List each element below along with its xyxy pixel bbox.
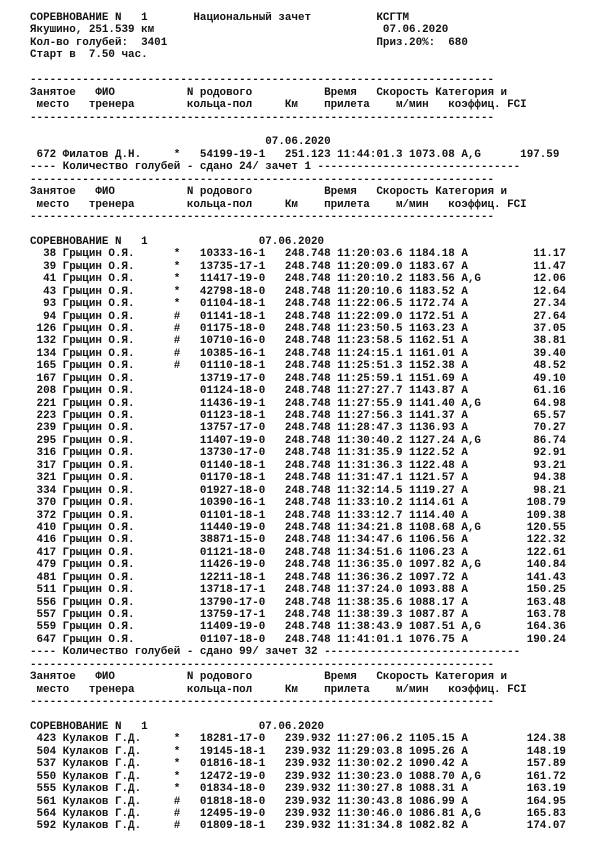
table-row: 165 Грыцин О.Я. # 01110-18-1 248.748 11:25:51.3 1152.38 A 48.52: [30, 360, 566, 373]
table-row: 555 Кулаков Г.Д. * 01834-18-0 239.932 11:30:27.8 1088.31 A 163.19: [30, 783, 566, 796]
header-line-competition: СОРЕВНОВАНИЕ N 1 Национальный зачет КСГТМ: [30, 12, 410, 24]
table-row: 537 Кулаков Г.Д. * 01816-18-1 239.932 11:30:02.2 1090.42 A 157.89: [30, 758, 566, 771]
table-row: 561 Кулаков Г.Д. # 01818-18-0 239.932 11:30:43.8 1086.99 A 164.95: [30, 795, 566, 808]
table-row: 221 Грыцин О.Я. 11436-19-1 248.748 11:27:55.9 1141.40 A,G 64.98: [30, 397, 566, 410]
rule-mid: -----------------------------------------------------------------------: [30, 211, 495, 223]
blank-line: [30, 223, 566, 235]
column-header-line-2: место тренера кольца-пол Км прилета м/мин коэффиц. FCI: [30, 683, 527, 696]
table-row: 43 Грыцин О.Я. * 42798-18-0 248.748 11:20:10.6 1183.52 A 12.64: [30, 285, 566, 298]
rule-top: -----------------------------------------------------------------------: [30, 658, 495, 671]
table-row: 370 Грыцин О.Я. 10390-16-1 248.748 11:33:10.2 1114.61 A 108.79: [30, 497, 566, 510]
table-row: 559 Грыцин О.Я. 11409-19-0 248.748 11:38:43.9 1087.51 A,G 164.36: [30, 621, 566, 634]
blank-line: [30, 709, 566, 721]
table-row: 550 Кулаков Г.Д. * 12472-19-0 239.932 11:30:23.0 1088.70 A,G 161.72: [30, 770, 566, 783]
header-line-start: Старт в 7.50 час.: [30, 49, 148, 62]
column-header-line-2: место тренера кольца-пол Км прилета м/мин коэффиц. FCI: [30, 198, 527, 211]
table-row: 556 Грыцин О.Я. 13790-17-0 248.748 11:38:35.6 1088.17 A 163.48: [30, 596, 566, 609]
blank-line: [30, 62, 566, 74]
table-row: 416 Грыцин О.Я. 38871-15-0 248.748 11:34:47.6 1106.56 A 122.32: [30, 534, 566, 547]
competition-date-line: 07.06.2020: [30, 136, 331, 149]
table-row: 321 Грыцин О.Я. 01170-18-1 248.748 11:31:47.1 1121.57 A 94.38: [30, 472, 566, 485]
header-line-birds-prize: Кол-во голубей: 3401 Приз.20%: 680: [30, 36, 468, 49]
table-row: 423 Кулаков Г.Д. * 18281-17-0 239.932 11:27:06.2 1105.15 A 124.38: [30, 733, 566, 746]
section-grytsin: [30, 174, 566, 659]
table-row: 334 Грыцин О.Я. 01927-18-0 248.748 11:32:14.5 1119.27 A 98.21: [30, 484, 566, 497]
table-row: 167 Грыцин О.Я. 13719-17-0 248.748 11:25:59.1 1151.69 A 49.10: [30, 372, 566, 385]
table-row: 672 Филатов Д.Н. * 54199-19-1 251.123 11:44:01.3 1073.08 A,G 197.59: [30, 148, 560, 161]
table-row: 41 Грыцин О.Я. * 11417-19-0 248.748 11:20:10.2 1183.56 A,G 12.06: [30, 273, 566, 286]
table-row: 647 Грыцин О.Я. 01107-18-0 248.748 11:41:01.1 1076.75 A 190.24: [30, 633, 566, 646]
rule-top: -----------------------------------------------------------------------: [30, 173, 495, 186]
results-listing: [30, 12, 566, 833]
table-row: 126 Грыцин О.Я. # 01175-18-0 248.748 11:23:50.5 1163.23 A 37.05: [30, 322, 566, 335]
blank-line: [30, 124, 566, 136]
table-row: 132 Грыцин О.Я. # 10710-16-0 248.748 11:23:58.5 1162.51 A 38.81: [30, 335, 566, 348]
table-row: 481 Грыцин О.Я. 12211-18-1 248.748 11:36:36.2 1097.72 A 141.43: [30, 571, 566, 584]
table-row: 93 Грыцин О.Я. * 01104-18-1 248.748 11:22:06.5 1172.74 A 27.34: [30, 298, 566, 311]
table-row: 417 Грыцин О.Я. 01121-18-0 248.748 11:34:51.6 1106.23 A 122.61: [30, 546, 566, 559]
column-header-line-1: Занятое ФИО N родового Время Скорость Категория и: [30, 86, 508, 99]
table-row: 410 Грыцин О.Я. 11440-19-0 248.748 11:34:21.8 1108.68 A,G 120.55: [30, 521, 566, 534]
table-row: 94 Грыцин О.Я. # 01141-18-1 248.748 11:22:09.0 1172.51 A 27.64: [30, 310, 566, 323]
table-row: 38 Грыцин О.Я. * 10333-16-1 248.748 11:20:03.6 1184.18 A 11.17: [30, 248, 566, 261]
competition-date-line: СОРЕВНОВАНИЕ N 1 07.06.2020: [30, 720, 325, 733]
table-row: 295 Грыцин О.Я. 11407-19-0 248.748 11:30:40.2 1127.24 A,G 86.74: [30, 434, 566, 447]
table-row: 239 Грыцин О.Я. 13757-17-0 248.748 11:28:47.3 1136.93 A 70.27: [30, 422, 566, 435]
table-row: 316 Грыцин О.Я. 13730-17-0 248.748 11:31:35.9 1122.52 A 92.91: [30, 447, 566, 460]
table-row: 557 Грыцин О.Я. 13759-17-1 248.748 11:38:39.3 1087.87 A 163.78: [30, 609, 566, 621]
table-row: 372 Грыцин О.Я. 01101-18-1 248.748 11:33:12.7 1114.40 A 109.38: [30, 509, 566, 522]
column-header-line-2: место тренера кольца-пол Км прилета м/мин коэффиц. FCI: [30, 99, 527, 112]
rule-mid: -----------------------------------------------------------------------: [30, 696, 495, 709]
table-row: 208 Грыцин О.Я. 01124-18-0 248.748 11:27:27.7 1143.87 A 61.16: [30, 385, 566, 398]
summary-line: ---- Количество голубей - сдано 99/ зачет 32 ------------------------------: [30, 646, 521, 659]
summary-line: ---- Количество голубей - сдано 24/ зачет 1 -------------------------------: [30, 161, 521, 174]
table-row: 223 Грыцин О.Я. 01123-18-1 248.748 11:27:56.3 1141.37 A 65.57: [30, 410, 566, 422]
competition-date-line: СОРЕВНОВАНИЕ N 1 07.06.2020: [30, 235, 325, 248]
table-row: 504 Кулаков Г.Д. * 19145-18-1 239.932 11:29:03.8 1095.26 A 148.19: [30, 745, 566, 758]
column-header-line-1: Занятое ФИО N родового Время Скорость Категория и: [30, 186, 508, 199]
table-row: 134 Грыцин О.Я. # 10385-16-1 248.748 11:24:15.1 1161.01 A 39.40: [30, 347, 566, 360]
section-filatov: [30, 74, 566, 174]
table-row: 592 Кулаков Г.Д. # 01809-18-1 239.932 11:31:34.8 1082.82 A 174.07: [30, 820, 566, 833]
table-row: 317 Грыцин О.Я. 01140-18-1 248.748 11:31:36.3 1122.48 A 93.21: [30, 459, 566, 472]
table-row: 39 Грыцин О.Я. * 13735-17-1 248.748 11:20:09.0 1183.67 A 11.47: [30, 260, 566, 273]
section-kulakov: [30, 659, 566, 833]
table-row: 564 Кулаков Г.Д. # 12495-19-0 239.932 11:30:46.0 1086.81 A,G 165.83: [30, 808, 566, 820]
rule-top: -----------------------------------------------------------------------: [30, 74, 495, 87]
rule-mid: -----------------------------------------------------------------------: [30, 111, 495, 124]
header-line-location-date: Якушино, 251.539 км 07.06.2020: [30, 24, 449, 37]
table-row: 479 Грыцин О.Я. 11426-19-0 248.748 11:36:35.0 1097.82 A,G 140.84: [30, 559, 566, 572]
table-row: 511 Грыцин О.Я. 13718-17-1 248.748 11:37:24.0 1093.88 A 150.25: [30, 584, 566, 597]
column-header-line-1: Занятое ФИО N родового Время Скорость Категория и: [30, 671, 508, 684]
